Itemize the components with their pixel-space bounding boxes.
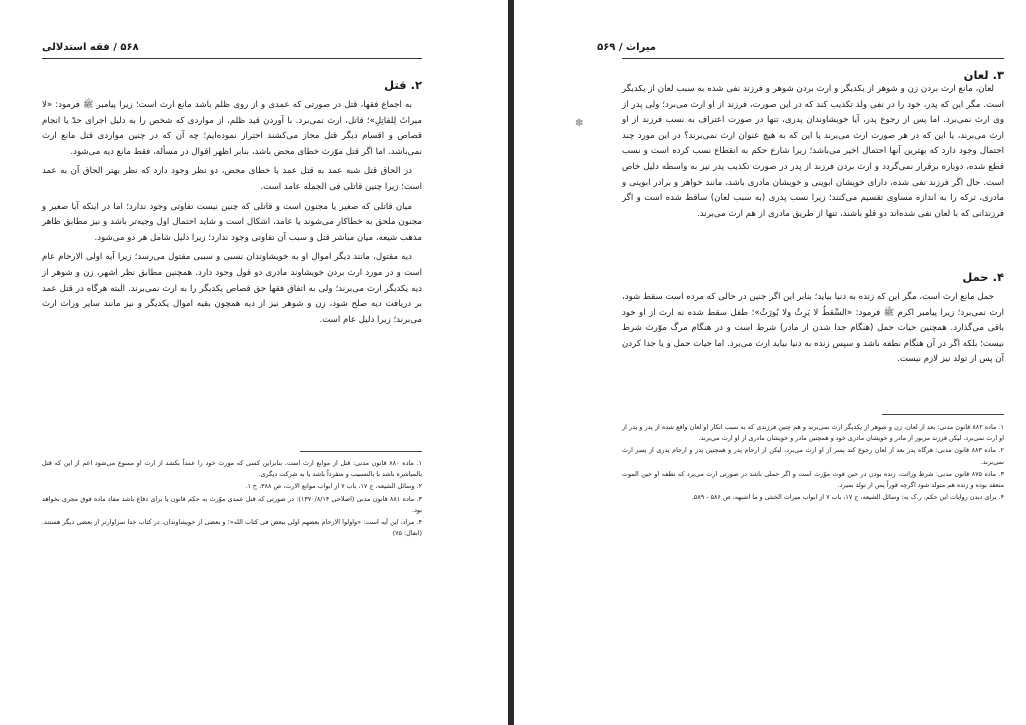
left-paragraph: در الحاق قتل شبه عمد به قتل عمد یا خطای محض، دو نظر وجود دارد که نظر بهتر الحاق آن به عمد است؛ زیرا چنین قاتلی فی الجمله عامد است. (42, 166, 422, 192)
right-footnote-rule (882, 414, 1004, 415)
left-paragraph: به اجماع فقها، قتل در صورتی که عمدی و از روی ظلم باشد مانع ارث است؛ زیرا پیامبر ﷺ فرمود: «لا میراثَ لِلقاتِلِ»؛ قاتل، ارث نمی‌برد. با آوردن قید ظلم، از مواردی که شخص را به دلیل اجرای حدّ یا انجام قصاص و اقسام دیگر قتل مجاز می‌کشند احتراز نموده‌ایم؛ چه آن که در چنین مواردی قتل مانع ارث نمی‌باشد. اما اگر قتل موّرث خطای محض باشد، بنابر اظهر اقوال در مسأله، فقط مانع دیه می‌شود. (42, 100, 422, 157)
footnote: ۳. ماده ۸۸۱ قانون مدنی (اصلاحی ۱۳۷۰/۸/۱۴): در صورتی که قتل عمدی موّرث به حکم قانون یا برای دفاع باشد مفاد ماده فوق مجری نخواهد بود. (42, 494, 422, 514)
right-paragraph: حمل مانع ارث است، مگر این که زنده به دنیا بیاید؛ بنابر این اگر جنین در حالی که مرده است سقط شود، ارث نمی‌برد؛ زیرا پیامبر اکرم ﷺ فرمود: «السِّقطُ لا یَرِثُ ولا یُورَثُ»؛ طفل سقط شده نه ارث از او خود باقی می‌گذارد. همچنین حیات حمل (هنگام جدا شدن از مادر) شرط است و در هنگام مرگ موّرث شرط نیست؛ بلکه اگر در آن هنگام نطفه باشد و سپس زنده به دنیا بیاید ارث می‌برد. اما حیات حمل و یا جدا کردن آن پس از تولد نیز لازم نیست. (622, 292, 1004, 365)
footnote: ۴. برای دیدن روایات این حکم، ر.ک به: وسائل الشیعه، ج ۱۷، باب ۷ از ابواب میراث الخنثی و ما اشبهه، ص ۵۸۶ - ۵۸۹. (691, 493, 1004, 502)
left-running-head: ۵۶۸ / فقه استدلالی (42, 42, 139, 53)
footnote: ۲. وسائل الشیعه، ج ۱۷، باب ۷ از ابواب موانع الارث، ص ۳۸۸، ح ۱. (245, 482, 422, 491)
right-body-text-laan (622, 82, 1004, 226)
right-head-rule (622, 58, 1004, 59)
left-page (0, 0, 508, 725)
right-body-text-haml (622, 290, 1004, 372)
left-paragraph: میان قاتلی که صغیر یا مجنون است و قاتلی که چنین نیست تفاوتی وجود ندارد؛ اما در اینکه آیا صغیر و مجنون ملحق به خطاکار می‌شوند یا عامد، اشکال است و شاید احتمال اول وجیه‌تر باشد و نیز مطابق ظاهر مذهب شیعه، میان مباشر قتل و سبب آن تفاوتی وجود ندارد؛ زیرا دلیل شامل هر دو می‌شود. (42, 201, 422, 243)
section-title-haml: ۴. حمل (962, 270, 1004, 284)
footnote: ۴. مراد، این آیه است: «واولوا الارحام بعضهم اولی ببعض فی کتاب الله»؛ و بعضی از خویشاوندان، در کتاب خدا سزاوارتر از بعضی دیگر هستند. (انفال: ۷۵) (42, 518, 422, 538)
right-running-head: میراث / ۵۶۹ (597, 42, 656, 53)
right-paragraph: لعان، مانع ارث بردن زن و شوهر از یکدیگر و ارث بردن شوهر و فرزند نفی شده به سبب لعان از یکدیگر است. مگر این که پدر، خود را در نفی ولد تکذیب کند که در این صورت، فرزند از او ارث می‌برد؛ ولی پدر از وی ارث نمی‌برد. اما پس از رجوع پدر، آیا خویشاوندان پدری، تنها در صورت اعتراف به نسب فرزند از او ارث می‌برند، یا این که در هر صورت ارث می‌برند یا این که به هیچ عنوان ارث نمی‌برند؟ در این مورد چند احتمال وجود دارد که بهترین آنها احتمال اخیر می‌باشد؛ زیرا شارع حکم به انقطاع نسب کرده است و نسب قطع شده، دوباره برقرار نمی‌گردد و ارث بردن فرزند از پدر در صورت تکذیب پدر نیز به واسطه دلیل خاص است. حال اگر فرزند نفی شده، دارای خویشان ابوینی و خویشان مادری باشد، مانند خواهر و برادر ابوینی و مادری، ترکه را به اندازه مساوی تقسیم می‌کنند؛ زیرا نسب پدری (به سبب لعان) ساقط شده است و اگر فرزندانی که با لعان نفی شده‌اند دو قلو باشند، تنها از طریق مادری از هم ارث می‌برند. (622, 84, 1004, 219)
section-title-qatl: ۲. قتل (384, 78, 422, 92)
footnote: ۱. ماده ۸۸۰ قانون مدنی: قتل از موانع ارث است. بنابراین کسی که مورث خود را عمداً بکشد از ارث او ممنوع می‌شود اعم از این که قتل بالمباشره باشد یا بالتسبیب و منفرداً باشد یا به شرکت دیگری. (42, 459, 422, 479)
left-footnote-rule (300, 451, 422, 452)
left-paragraph: دیه مقتول، مانند دیگر اموال او به خویشاوندان نسبی و سببی مقتول می‌رسد؛ زیرا آیه اولی الارحام عام است و در مورد ارث بردن خویشاوند مادری دو قول وجود دارد. همچنین مطابق نظر اشهر، زن و شوهر از دیه یکدیگر ارث می‌برند؛ ولی به اتفاق فقها حق قصاص یکدیگر را به ارث نمی‌برند. البته هرگاه در قتل عمد بر دریافت دیه صلح شود، زن و شوهر نیز از دیه همچون بقیه اموال یکدیگر و نیز مانند سایر وراث ارث می‌برند؛ زیرا دلیل عام است. (42, 252, 422, 325)
left-body-text (42, 98, 422, 332)
margin-ornament-icon: ✽ (575, 118, 584, 129)
right-footnotes (622, 422, 1004, 504)
section-title-laan: ۳. لعان (963, 68, 1004, 82)
left-footnotes (42, 458, 422, 540)
left-head-rule (42, 58, 422, 59)
footnote: ۱. ماده ۸۸۲ قانون مدنی: بعد از لعان، زن و شوهر از یکدیگر ارث نمی‌برند و هم چنین فرزندی که به سبب انکار او لعان واقع شده از پدر و پدر از او ارث نمی‌برد. لیکن فرزند مزبور از مادر و خویشان مادری خود و همچنین مادر و خویشان مادری از او ارث می‌برند. (622, 423, 1004, 443)
footnote: ۲. ماده ۸۸۳ قانون مدنی: هرگاه پدر بعد از لعان رجوع کند پسر از او ارث می‌برد، لیکن از ارحام پدر و همچنین پدر و ارحام پدری از پسر ارث نمی‌برند. (622, 446, 1004, 466)
right-page (514, 0, 1026, 725)
footnote: ۳. ماده ۸۷۵ قانون مدنی: شرط وراثت، زنده بودن در حین فوت موّرث است و اگر حملی باشد در صورتی ارث می‌برد که نطفه او حین الموت منعقد بوده و زنده هم متولد شود اگرچه فوراً پس از تولد بمیرد. (622, 469, 1004, 490)
